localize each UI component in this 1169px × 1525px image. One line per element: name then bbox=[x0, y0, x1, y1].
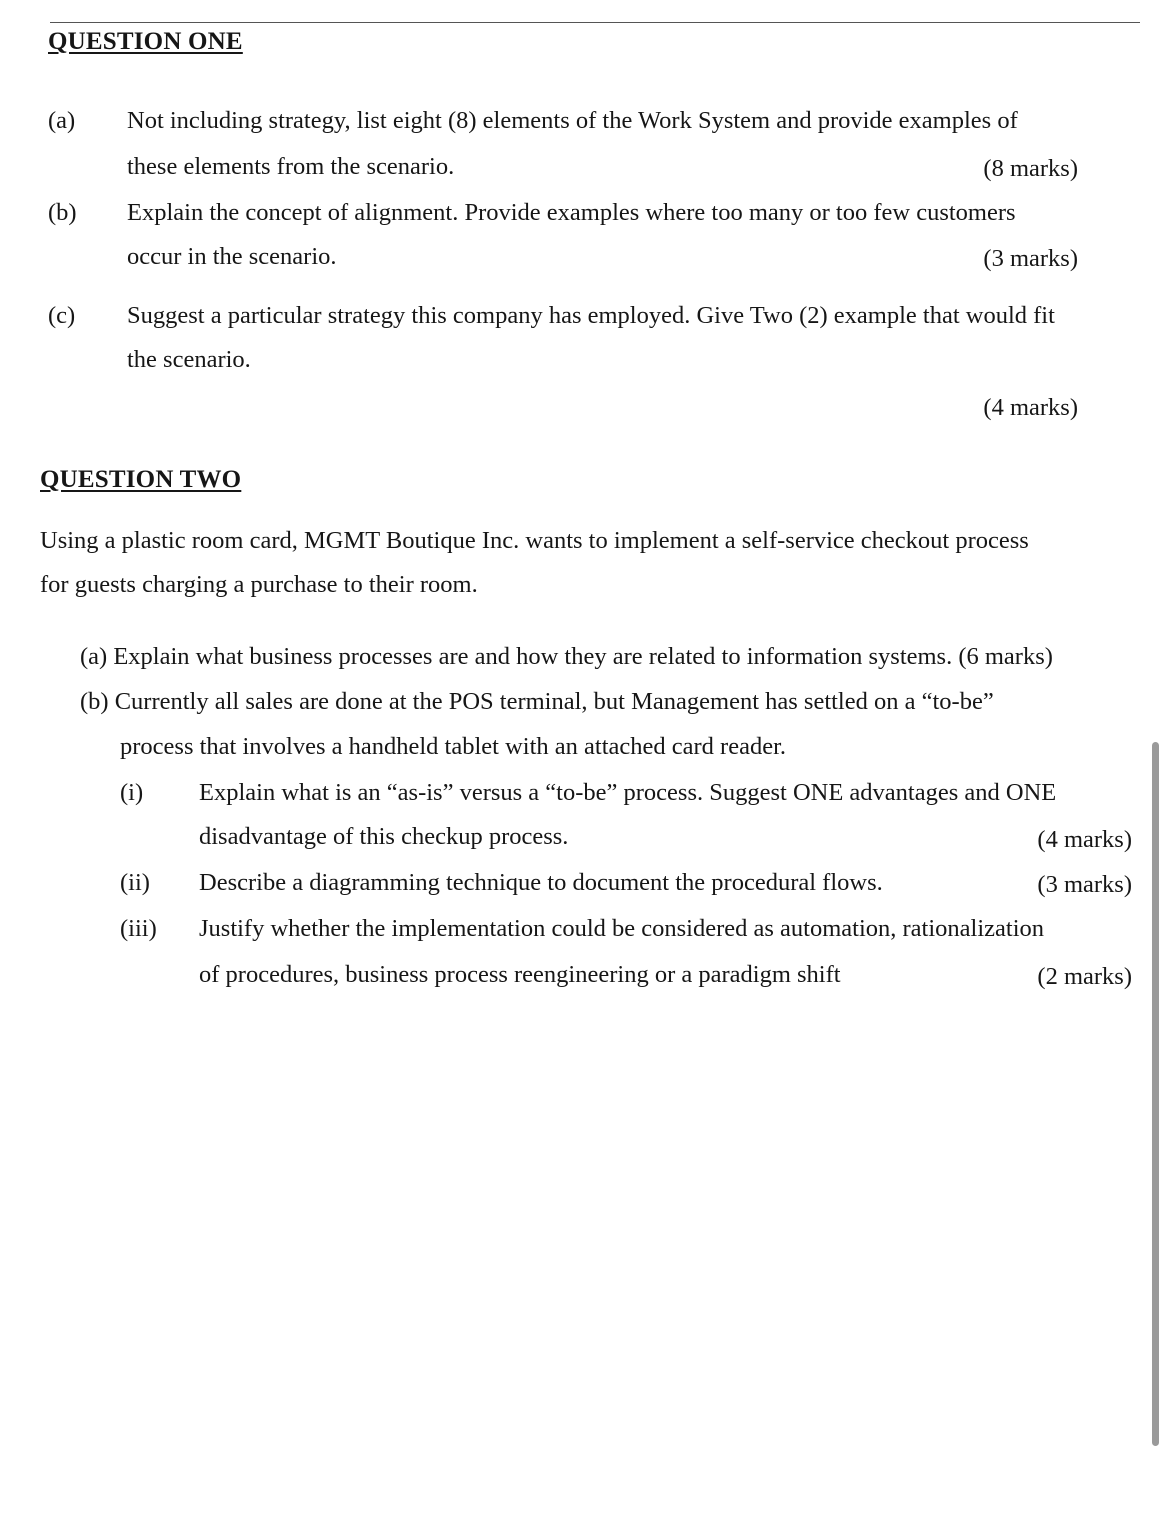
q2-b-iii-line-2: of procedures, business process reengineering or a paradigm shift bbox=[199, 961, 841, 988]
q2-intro-line-2: for guests charging a purchase to their room. bbox=[40, 571, 478, 598]
q1-a-line-2: these elements from the scenario. bbox=[127, 153, 455, 180]
q2-b-ii-marks: (3 marks) bbox=[1037, 871, 1132, 898]
q2-b-i-line-1: Explain what is an “as-is” versus a “to-be” process. Suggest ONE advantages and ONE bbox=[199, 779, 1057, 806]
q1-c-label: (c) bbox=[48, 302, 76, 329]
q1-b-label: (b) bbox=[48, 199, 77, 226]
q2-b-iii-label: (iii) bbox=[120, 915, 157, 942]
q2-b-i-label: (i) bbox=[120, 779, 144, 806]
q1-c-line-2: the scenario. bbox=[127, 346, 251, 373]
q1-a-line-1: Not including strategy, list eight (8) elements of the Work System and provide examples of bbox=[127, 107, 1018, 134]
question-two-heading: QUESTION TWO bbox=[40, 466, 242, 493]
q2-b-ii-label: (ii) bbox=[120, 869, 150, 896]
q1-b-line-2: occur in the scenario. bbox=[127, 243, 337, 270]
q1-a-marks: (8 marks) bbox=[983, 155, 1078, 182]
q2-b-line-1: (b) Currently all sales are done at the POS terminal, but Management has settled on a “to-be” bbox=[80, 688, 994, 715]
q2-b-iii-marks: (2 marks) bbox=[1037, 963, 1132, 990]
top-divider bbox=[50, 22, 1140, 23]
q1-c-marks: (4 marks) bbox=[983, 394, 1078, 421]
q2-a-text: (a) Explain what business processes are and how they are related to information systems. (6 marks) bbox=[80, 643, 1053, 670]
vertical-scrollbar[interactable] bbox=[1152, 742, 1159, 1446]
question-one-heading: QUESTION ONE bbox=[48, 28, 243, 55]
q1-b-marks: (3 marks) bbox=[983, 245, 1078, 272]
q1-c-line-1: Suggest a particular strategy this company has employed. Give Two (2) example that would fit bbox=[127, 302, 1055, 329]
q2-b-line-2: process that involves a handheld tablet with an attached card reader. bbox=[120, 733, 786, 760]
q1-a-label: (a) bbox=[48, 107, 76, 134]
q1-b-line-1: Explain the concept of alignment. Provide examples where too many or too few customers bbox=[127, 199, 1016, 226]
q2-b-iii-line-1: Justify whether the implementation could be considered as automation, rationalization bbox=[199, 915, 1045, 942]
q2-b-i-marks: (4 marks) bbox=[1037, 826, 1132, 853]
q2-b-i-line-2: disadvantage of this checkup process. bbox=[199, 823, 569, 850]
q2-intro-line-1: Using a plastic room card, MGMT Boutique Inc. wants to implement a self-service checkout process bbox=[40, 527, 1029, 554]
q2-b-ii-line-1: Describe a diagramming technique to document the procedural flows. bbox=[199, 869, 883, 896]
